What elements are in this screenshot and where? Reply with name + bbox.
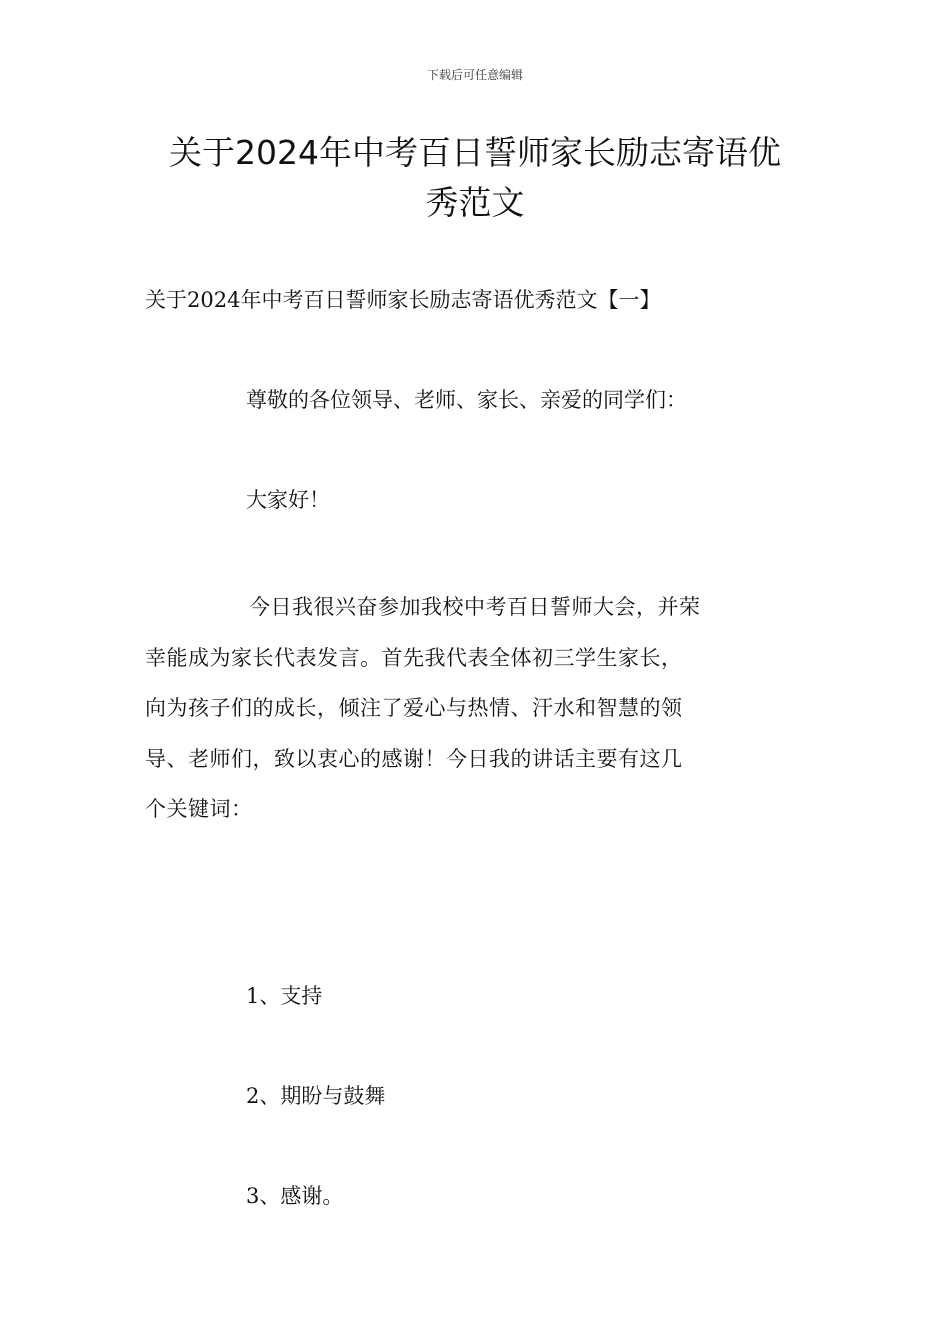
body-line: 幸能成为家长代表发言。首先我代表全体初三学生家长， [145, 645, 683, 670]
list-item: 3、感谢。 [246, 1184, 344, 1208]
list-item: 1、支持 [246, 984, 323, 1008]
title-line-1: 关于2024年中考百日誓师家长励志寄语优 [169, 133, 781, 172]
body-paragraph [145, 582, 815, 835]
body-line: 个关键词： [145, 797, 253, 821]
title-line-2: 秀范文 [425, 183, 525, 222]
list-item: 2、期盼与鼓舞 [246, 1084, 386, 1108]
section-heading: 关于2024年中考百日誓师家长励志寄语优秀范文【一】 [145, 288, 661, 312]
body-line: 向为孩子们的成长，倾注了爱心与热情、汗水和智慧的领 [145, 696, 683, 720]
header-note: 下载后可任意编辑 [426, 68, 523, 82]
body-line: 今日我很兴奋参加我校中考百日誓师大会，并荣 [249, 595, 701, 619]
body-line: 导、老师们，致以衷心的感谢！今日我的讲话主要有这几 [145, 746, 683, 771]
document-title [140, 128, 810, 228]
salutation: 尊敬的各位领导、老师、家长、亲爱的同学们： [246, 388, 687, 412]
greeting: 大家好！ [246, 488, 330, 512]
